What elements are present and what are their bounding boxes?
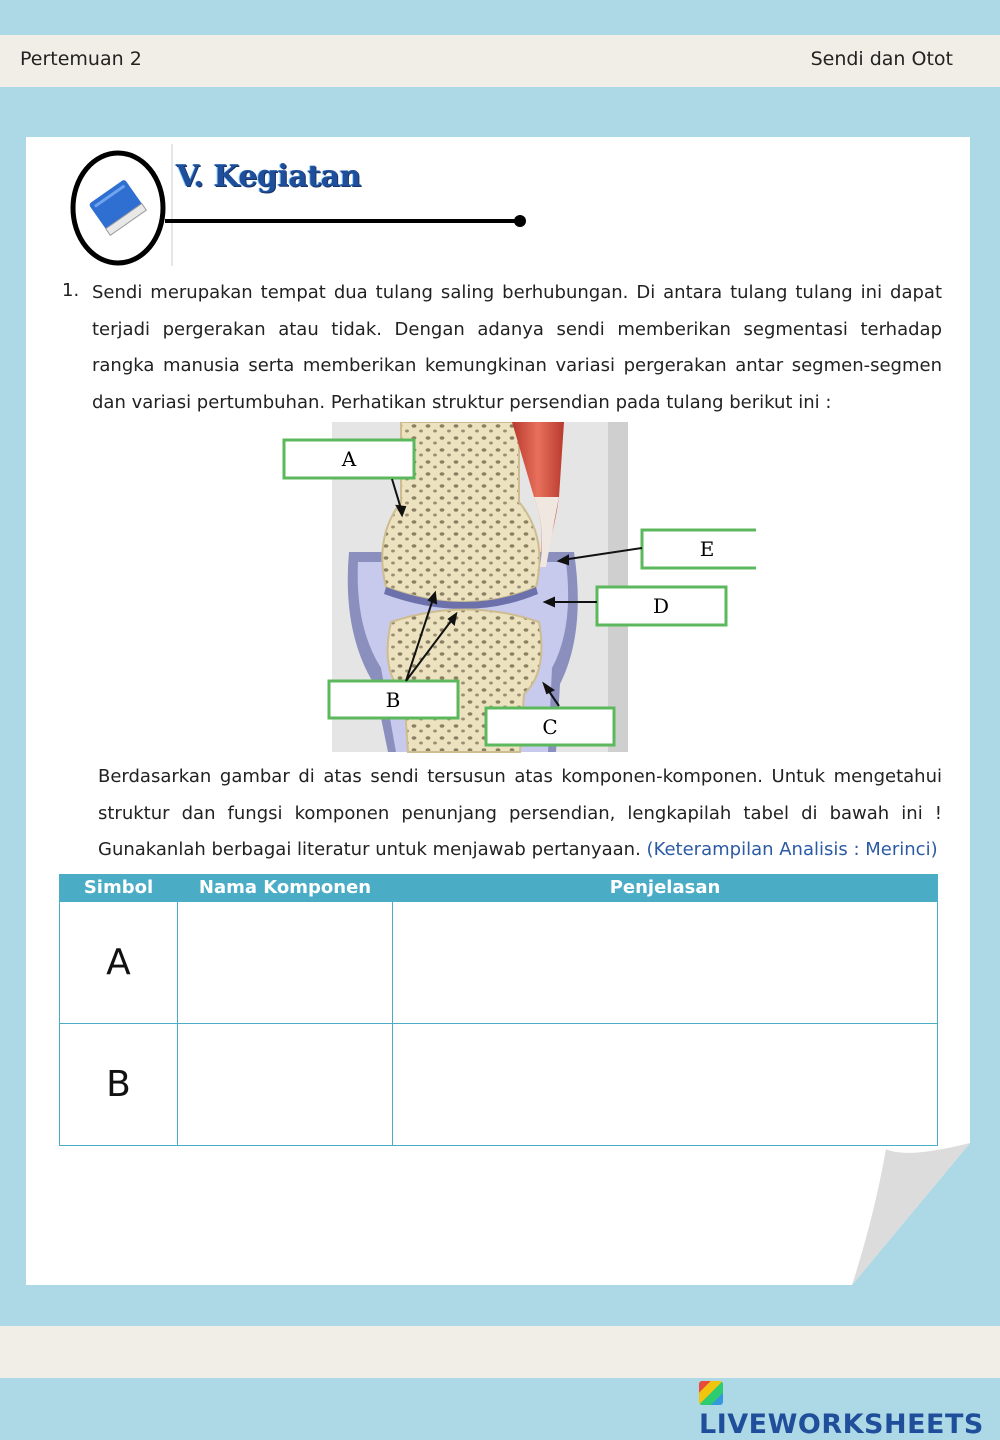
table-row (60, 1024, 938, 1146)
answer-table (59, 874, 938, 1146)
footer-bar (0, 1326, 1000, 1378)
question-text: Sendi merupakan tempat dua tulang saling berhubungan. Di antara tulang tulang ini dapat terjadi pergerakan atau tidak. Dengan adanya sendi memberikan segmentasi terhadap rangka manusia serta memberikan kemungkinan variasi pergerakan antar segmen-segmen dan variasi pertumbuhan. Perhatikan struktur persendian pada tulang berikut ini : (92, 282, 942, 413)
label-b: B (385, 688, 401, 712)
skill-hint: (Keterampilan Analisis : Merinci) (646, 839, 938, 860)
label-a: A (341, 447, 357, 471)
liveworksheets-icon (699, 1381, 723, 1405)
label-e: E (699, 537, 715, 561)
instruction-text: Berdasarkan gambar di atas sendi tersusun atas komponen-komponen. Untuk mengetahui struktur dan fungsi komponen penunjang persendian, lengkapilah tabel di bawah ini ! Gunakanlah berbagai literatur untuk menjawab pertanyaan. (98, 766, 942, 860)
meeting-label: Pertemuan 2 (20, 48, 142, 70)
name-answer-cell[interactable] (178, 902, 393, 1024)
header-name: Nama Komponen (178, 874, 393, 902)
table-header-row (60, 874, 938, 902)
brand-logo (699, 1378, 1000, 1440)
section-title: V. Kegiatan (176, 159, 361, 194)
label-d: D (652, 594, 670, 618)
symbol-cell: B (60, 1024, 178, 1146)
header-symbol: Simbol (60, 874, 178, 902)
table-row (60, 902, 938, 1024)
question-number: 1. (62, 280, 80, 301)
topic-label: Sendi dan Otot (810, 48, 953, 70)
description-answer-cell[interactable] (393, 1024, 938, 1146)
description-answer-cell[interactable] (393, 902, 938, 1024)
brand-text: LIVEWORKSHEETS (699, 1409, 984, 1440)
worksheet-page (26, 137, 970, 1285)
symbol-cell: A (60, 902, 178, 1024)
header-bar (0, 35, 1000, 87)
name-answer-cell[interactable] (178, 1024, 393, 1146)
header-description: Penjelasan (393, 874, 938, 902)
instruction-paragraph (98, 759, 942, 869)
label-c: C (542, 715, 558, 739)
joint-diagram (256, 422, 756, 757)
